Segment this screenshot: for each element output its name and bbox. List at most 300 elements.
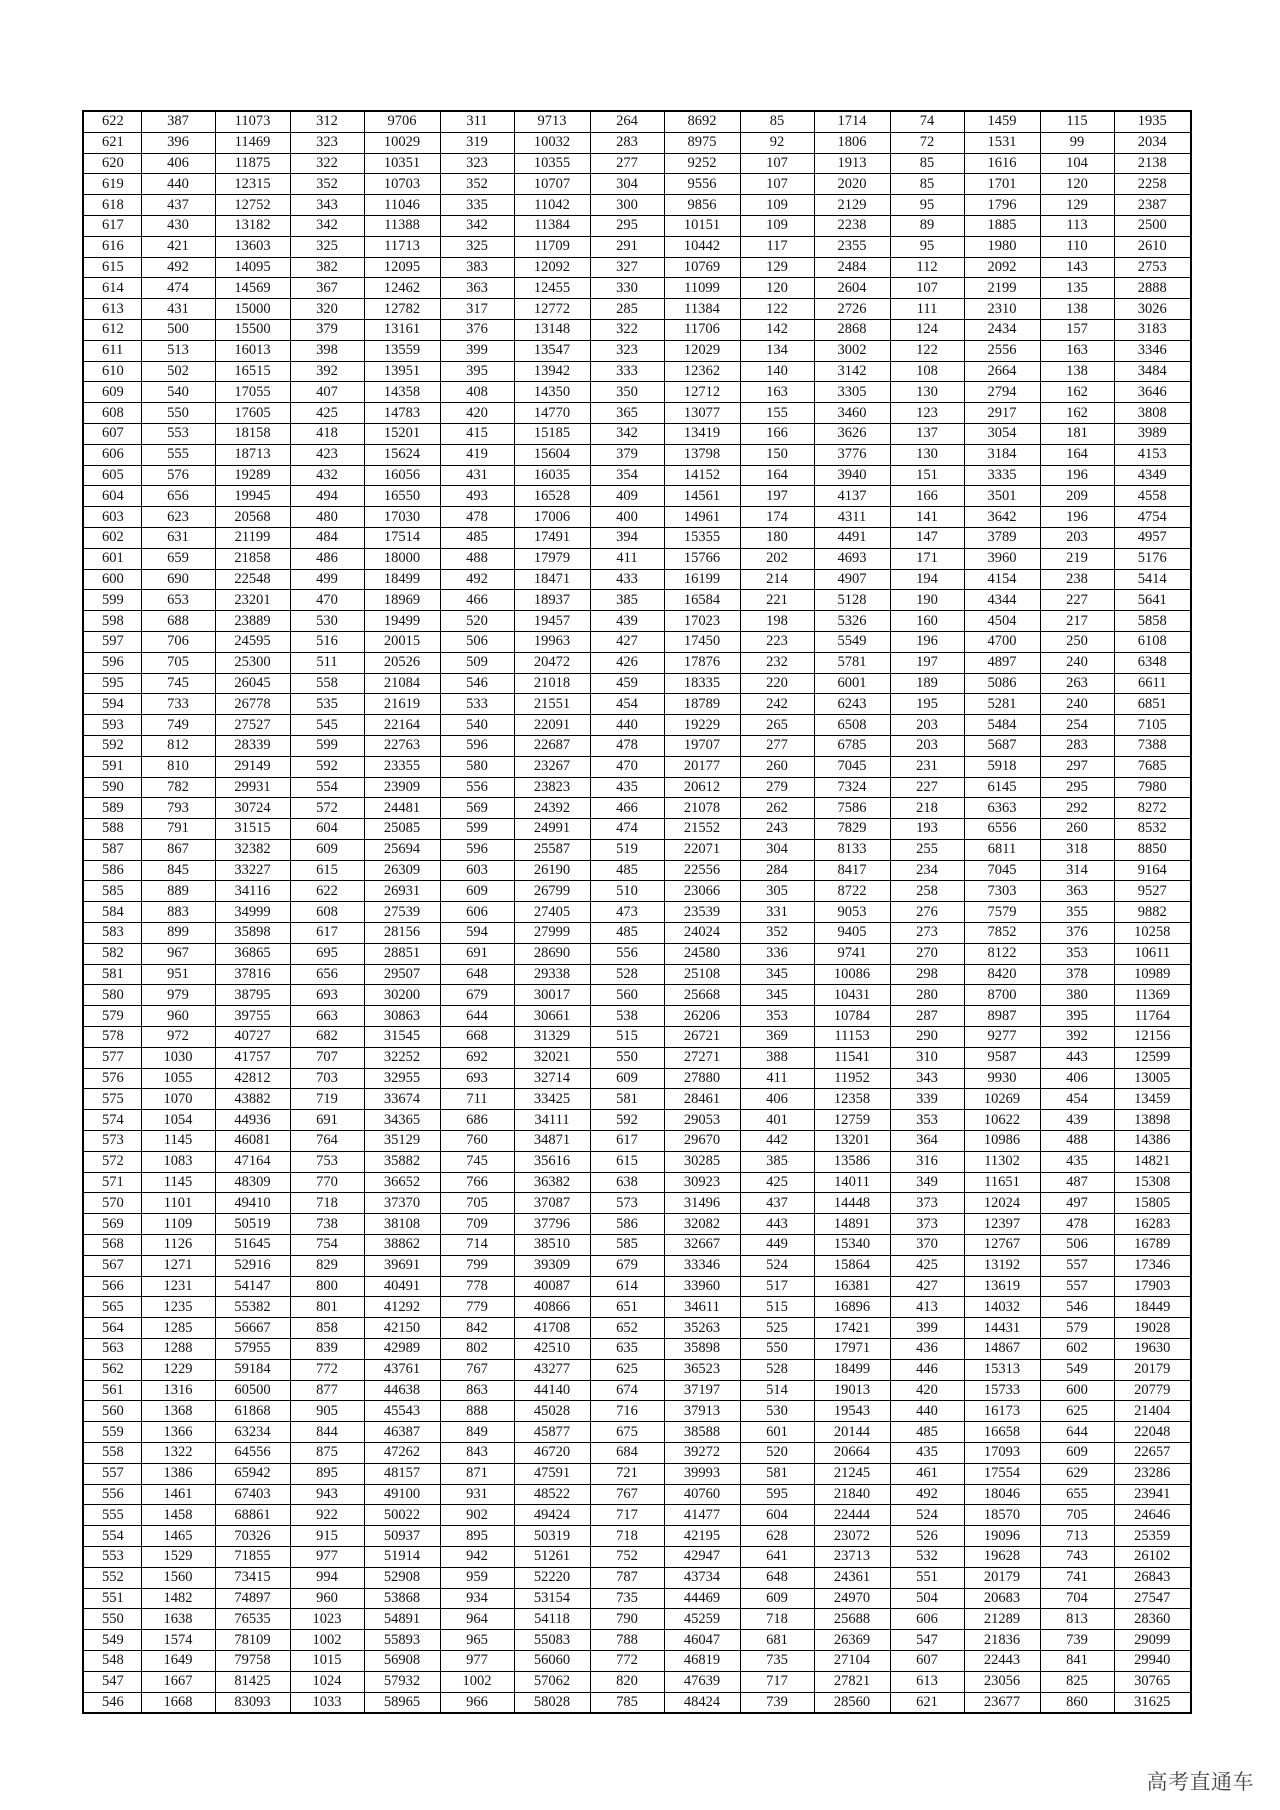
- table-cell: 12095: [364, 257, 440, 278]
- table-cell: 314: [1040, 860, 1114, 881]
- table-cell: 592: [590, 1110, 664, 1131]
- table-cell: 487: [1040, 1172, 1114, 1193]
- table-cell: 964: [440, 1609, 514, 1630]
- table-cell: 21245: [814, 1463, 890, 1484]
- table-cell: 197: [890, 652, 964, 673]
- table-cell: 5281: [964, 694, 1040, 715]
- table-cell: 25108: [664, 964, 740, 985]
- table-cell: 790: [590, 1609, 664, 1630]
- table-row: [83, 1567, 1191, 1588]
- table-cell: 15308: [1114, 1172, 1191, 1193]
- table-cell: 197: [740, 486, 814, 507]
- score-cell: 611: [83, 340, 141, 361]
- table-row: [83, 860, 1191, 881]
- table-cell: 820: [590, 1671, 664, 1692]
- table-cell: 68861: [215, 1505, 290, 1526]
- table-cell: 1935: [1114, 111, 1191, 132]
- table-cell: 16283: [1114, 1214, 1191, 1235]
- table-cell: 743: [1040, 1546, 1114, 1567]
- table-cell: 413: [890, 1297, 964, 1318]
- table-cell: 718: [290, 1193, 364, 1214]
- table-cell: 71855: [215, 1546, 290, 1567]
- table-cell: 26721: [664, 1027, 740, 1048]
- table-cell: 34365: [364, 1110, 440, 1131]
- table-cell: 280: [890, 985, 964, 1006]
- table-cell: 966: [440, 1692, 514, 1713]
- table-cell: 218: [890, 798, 964, 819]
- table-cell: 663: [290, 1006, 364, 1027]
- table-cell: 604: [740, 1505, 814, 1526]
- table-cell: 614: [590, 1276, 664, 1297]
- table-cell: 160: [890, 611, 964, 632]
- table-cell: 33346: [664, 1255, 740, 1276]
- table-cell: 16035: [514, 465, 590, 486]
- table-cell: 343: [890, 1068, 964, 1089]
- table-cell: 32955: [364, 1068, 440, 1089]
- table-cell: 24991: [514, 819, 590, 840]
- table-cell: 30285: [664, 1151, 740, 1172]
- table-cell: 30765: [1114, 1671, 1191, 1692]
- table-row: [83, 964, 1191, 985]
- table-cell: 322: [590, 319, 664, 340]
- table-cell: 311: [440, 111, 514, 132]
- table-cell: 53154: [514, 1588, 590, 1609]
- table-cell: 25688: [814, 1609, 890, 1630]
- table-cell: 376: [440, 319, 514, 340]
- table-cell: 4558: [1114, 486, 1191, 507]
- table-cell: 538: [590, 1006, 664, 1027]
- table-cell: 623: [141, 507, 215, 528]
- table-cell: 488: [1040, 1131, 1114, 1152]
- table-cell: 295: [1040, 777, 1114, 798]
- table-cell: 11388: [364, 215, 440, 236]
- table-cell: 435: [590, 777, 664, 798]
- table-cell: 349: [890, 1172, 964, 1193]
- table-cell: 718: [590, 1526, 664, 1547]
- table-cell: 16658: [964, 1422, 1040, 1443]
- table-cell: 25300: [215, 652, 290, 673]
- table-cell: 37370: [364, 1193, 440, 1214]
- table-cell: 656: [290, 964, 364, 985]
- table-cell: 551: [890, 1567, 964, 1588]
- table-cell: 242: [740, 694, 814, 715]
- table-cell: 19028: [1114, 1318, 1191, 1339]
- table-cell: 668: [440, 1027, 514, 1048]
- table-cell: 32021: [514, 1047, 590, 1068]
- table-cell: 540: [440, 715, 514, 736]
- table-cell: 628: [740, 1526, 814, 1547]
- table-cell: 772: [590, 1650, 664, 1671]
- table-cell: 22164: [364, 715, 440, 736]
- table-cell: 28461: [664, 1089, 740, 1110]
- table-cell: 57955: [215, 1339, 290, 1360]
- table-cell: 960: [290, 1588, 364, 1609]
- table-cell: 3642: [964, 507, 1040, 528]
- table-cell: 325: [290, 236, 364, 257]
- table-cell: 196: [1040, 507, 1114, 528]
- table-cell: 793: [141, 798, 215, 819]
- table-cell: 23066: [664, 881, 740, 902]
- table-cell: 35129: [364, 1131, 440, 1152]
- table-cell: 810: [141, 756, 215, 777]
- table-cell: 11384: [664, 299, 740, 320]
- table-cell: 706: [141, 631, 215, 652]
- table-cell: 28690: [514, 943, 590, 964]
- table-row: [83, 1588, 1191, 1609]
- table-cell: 1271: [141, 1255, 215, 1276]
- table-cell: 3460: [814, 403, 890, 424]
- table-cell: 17421: [814, 1318, 890, 1339]
- table-cell: 8987: [964, 1006, 1040, 1027]
- table-cell: 52908: [364, 1567, 440, 1588]
- table-cell: 604: [290, 819, 364, 840]
- table-cell: 22048: [1114, 1422, 1191, 1443]
- table-cell: 24481: [364, 798, 440, 819]
- table-cell: 41477: [664, 1505, 740, 1526]
- table-cell: 7579: [964, 902, 1040, 923]
- table-cell: 478: [440, 507, 514, 528]
- table-cell: 608: [290, 902, 364, 923]
- table-cell: 2484: [814, 257, 890, 278]
- table-cell: 2753: [1114, 257, 1191, 278]
- table-cell: 19013: [814, 1380, 890, 1401]
- table-cell: 3054: [964, 423, 1040, 444]
- table-cell: 33674: [364, 1089, 440, 1110]
- table-cell: 1024: [290, 1671, 364, 1692]
- table-cell: 24361: [814, 1567, 890, 1588]
- table-cell: 26369: [814, 1630, 890, 1651]
- table-cell: 461: [890, 1463, 964, 1484]
- table-row: [83, 1484, 1191, 1505]
- table-cell: 31329: [514, 1027, 590, 1048]
- table-cell: 11384: [514, 215, 590, 236]
- table-cell: 12759: [814, 1110, 890, 1131]
- table-row: [83, 1027, 1191, 1048]
- table-cell: 61868: [215, 1401, 290, 1422]
- table-cell: 142: [740, 319, 814, 340]
- table-row: [83, 1692, 1191, 1713]
- table-row: [83, 1047, 1191, 1068]
- table-cell: 163: [740, 382, 814, 403]
- table-cell: 511: [290, 652, 364, 673]
- table-row: [83, 756, 1191, 777]
- table-cell: 739: [740, 1692, 814, 1713]
- table-cell: 4957: [1114, 527, 1191, 548]
- table-cell: 486: [290, 548, 364, 569]
- table-cell: 721: [590, 1463, 664, 1484]
- table-row: [83, 985, 1191, 1006]
- table-cell: 4153: [1114, 444, 1191, 465]
- score-cell: 566: [83, 1276, 141, 1297]
- table-cell: 435: [1040, 1151, 1114, 1172]
- table-cell: 788: [590, 1630, 664, 1651]
- table-row: [83, 1609, 1191, 1630]
- table-cell: 44469: [664, 1588, 740, 1609]
- table-cell: 411: [740, 1068, 814, 1089]
- table-cell: 31496: [664, 1193, 740, 1214]
- table-cell: 613: [890, 1671, 964, 1692]
- table-cell: 305: [740, 881, 814, 902]
- table-cell: 8975: [664, 132, 740, 153]
- score-cell: 557: [83, 1463, 141, 1484]
- table-cell: 392: [290, 361, 364, 382]
- table-cell: 977: [440, 1650, 514, 1671]
- table-cell: 16173: [964, 1401, 1040, 1422]
- table-cell: 6811: [964, 839, 1040, 860]
- table-cell: 15500: [215, 319, 290, 340]
- score-cell: 605: [83, 465, 141, 486]
- table-cell: 23889: [215, 611, 290, 632]
- table-cell: 263: [1040, 673, 1114, 694]
- table-cell: 530: [290, 611, 364, 632]
- table-cell: 19628: [964, 1546, 1040, 1567]
- table-cell: 300: [590, 195, 664, 216]
- table-cell: 220: [740, 673, 814, 694]
- table-cell: 38862: [364, 1235, 440, 1256]
- table-cell: 753: [290, 1151, 364, 1172]
- table-cell: 679: [440, 985, 514, 1006]
- table-cell: 30923: [664, 1172, 740, 1193]
- table-cell: 655: [1040, 1484, 1114, 1505]
- table-cell: 20683: [964, 1588, 1040, 1609]
- table-cell: 1531: [964, 132, 1040, 153]
- table-cell: 14386: [1114, 1131, 1191, 1152]
- table-cell: 399: [890, 1318, 964, 1339]
- table-cell: 27880: [664, 1068, 740, 1089]
- score-cell: 612: [83, 319, 141, 340]
- table-cell: 85: [740, 111, 814, 132]
- table-cell: 312: [290, 111, 364, 132]
- table-cell: 10431: [814, 985, 890, 1006]
- table-cell: 9713: [514, 111, 590, 132]
- table-cell: 3646: [1114, 382, 1191, 403]
- table-cell: 2726: [814, 299, 890, 320]
- table-cell: 1885: [964, 215, 1040, 236]
- table-cell: 1054: [141, 1110, 215, 1131]
- table-cell: 895: [290, 1463, 364, 1484]
- table-cell: 38588: [664, 1422, 740, 1443]
- table-cell: 905: [290, 1401, 364, 1422]
- score-cell: 569: [83, 1214, 141, 1235]
- table-cell: 9930: [964, 1068, 1040, 1089]
- table-cell: 292: [1040, 798, 1114, 819]
- table-cell: 550: [740, 1339, 814, 1360]
- table-cell: 609: [440, 881, 514, 902]
- table-cell: 49424: [514, 1505, 590, 1526]
- table-cell: 524: [740, 1255, 814, 1276]
- score-cell: 563: [83, 1339, 141, 1360]
- table-cell: 8272: [1114, 798, 1191, 819]
- table-cell: 37816: [215, 964, 290, 985]
- table-cell: 717: [590, 1505, 664, 1526]
- table-cell: 400: [590, 507, 664, 528]
- table-cell: 3501: [964, 486, 1040, 507]
- table-cell: 480: [290, 507, 364, 528]
- table-cell: 596: [440, 839, 514, 860]
- score-cell: 549: [83, 1630, 141, 1651]
- table-cell: 336: [740, 943, 814, 964]
- table-cell: 89: [890, 215, 964, 236]
- score-cell: 559: [83, 1422, 141, 1443]
- score-cell: 584: [83, 902, 141, 923]
- table-cell: 1070: [141, 1089, 215, 1110]
- table-cell: 55083: [514, 1630, 590, 1651]
- table-cell: 547: [890, 1630, 964, 1651]
- table-cell: 915: [290, 1526, 364, 1547]
- table-cell: 26843: [1114, 1567, 1191, 1588]
- table-cell: 34871: [514, 1131, 590, 1152]
- table-cell: 1458: [141, 1505, 215, 1526]
- table-cell: 513: [141, 340, 215, 361]
- table-cell: 283: [590, 132, 664, 153]
- table-cell: 760: [440, 1131, 514, 1152]
- table-cell: 12782: [364, 299, 440, 320]
- table-cell: 26206: [664, 1006, 740, 1027]
- score-cell: 607: [83, 423, 141, 444]
- table-cell: 40727: [215, 1027, 290, 1048]
- score-cell: 548: [83, 1650, 141, 1671]
- table-cell: 319: [440, 132, 514, 153]
- table-cell: 39993: [664, 1463, 740, 1484]
- table-cell: 16199: [664, 569, 740, 590]
- table-cell: 14891: [814, 1214, 890, 1235]
- table-cell: 104: [1040, 153, 1114, 174]
- table-cell: 395: [1040, 1006, 1114, 1027]
- table-cell: 181: [1040, 423, 1114, 444]
- table-cell: 506: [1040, 1235, 1114, 1256]
- table-cell: 380: [1040, 985, 1114, 1006]
- watermark-text: 高考直通车: [1146, 1770, 1254, 1794]
- table-cell: 352: [290, 174, 364, 195]
- table-cell: 316: [890, 1151, 964, 1172]
- score-cell: 554: [83, 1526, 141, 1547]
- table-row: [83, 507, 1191, 528]
- table-cell: 70326: [215, 1526, 290, 1547]
- table-cell: 46819: [664, 1650, 740, 1671]
- table-cell: 25085: [364, 819, 440, 840]
- table-cell: 130: [890, 382, 964, 403]
- table-cell: 370: [890, 1235, 964, 1256]
- table-cell: 17514: [364, 527, 440, 548]
- table-cell: 867: [141, 839, 215, 860]
- table-cell: 431: [141, 299, 215, 320]
- table-row: [83, 652, 1191, 673]
- table-cell: 32252: [364, 1047, 440, 1068]
- table-cell: 3346: [1114, 340, 1191, 361]
- table-cell: 24595: [215, 631, 290, 652]
- table-cell: 492: [141, 257, 215, 278]
- table-cell: 733: [141, 694, 215, 715]
- table-cell: 363: [1040, 881, 1114, 902]
- table-cell: 439: [590, 611, 664, 632]
- table-cell: 592: [290, 756, 364, 777]
- table-row: [83, 1214, 1191, 1235]
- table-cell: 499: [290, 569, 364, 590]
- table-cell: 442: [740, 1131, 814, 1152]
- table-cell: 209: [1040, 486, 1114, 507]
- table-cell: 310: [890, 1047, 964, 1068]
- score-cell: 594: [83, 694, 141, 715]
- table-cell: 38510: [514, 1235, 590, 1256]
- table-cell: 31625: [1114, 1692, 1191, 1713]
- table-cell: 18000: [364, 548, 440, 569]
- table-cell: 719: [290, 1089, 364, 1110]
- table-cell: 644: [1040, 1422, 1114, 1443]
- table-cell: 387: [141, 111, 215, 132]
- table-cell: 13459: [1114, 1089, 1191, 1110]
- table-cell: 5326: [814, 611, 890, 632]
- table-cell: 29149: [215, 756, 290, 777]
- table-cell: 137: [890, 423, 964, 444]
- table-cell: 285: [590, 299, 664, 320]
- table-body: [83, 111, 1191, 1713]
- table-cell: 576: [141, 465, 215, 486]
- table-cell: 8417: [814, 860, 890, 881]
- table-row: [83, 423, 1191, 444]
- table-cell: 47164: [215, 1151, 290, 1172]
- table-cell: 7303: [964, 881, 1040, 902]
- table-cell: 427: [590, 631, 664, 652]
- table-cell: 549: [1040, 1359, 1114, 1380]
- table-cell: 143: [1040, 257, 1114, 278]
- table-cell: 21078: [664, 798, 740, 819]
- table-cell: 5781: [814, 652, 890, 673]
- table-cell: 345: [740, 964, 814, 985]
- table-cell: 49410: [215, 1193, 290, 1214]
- table-cell: 277: [590, 153, 664, 174]
- table-cell: 29931: [215, 777, 290, 798]
- table-cell: 1386: [141, 1463, 215, 1484]
- table-cell: 581: [740, 1463, 814, 1484]
- table-cell: 352: [440, 174, 514, 195]
- table-cell: 20612: [664, 777, 740, 798]
- table-cell: 65942: [215, 1463, 290, 1484]
- table-cell: 164: [740, 465, 814, 486]
- table-cell: 10086: [814, 964, 890, 985]
- table-row: [83, 631, 1191, 652]
- table-cell: 388: [740, 1047, 814, 1068]
- score-cell: 616: [83, 236, 141, 257]
- table-cell: 617: [590, 1131, 664, 1152]
- table-row: [83, 278, 1191, 299]
- score-cell: 581: [83, 964, 141, 985]
- table-row: [83, 735, 1191, 756]
- score-cell: 551: [83, 1588, 141, 1609]
- table-cell: 2092: [964, 257, 1040, 278]
- table-cell: 138: [1040, 361, 1114, 382]
- table-cell: 23072: [814, 1526, 890, 1547]
- table-row: [83, 1422, 1191, 1443]
- table-cell: 32714: [514, 1068, 590, 1089]
- table-cell: 32082: [664, 1214, 740, 1235]
- table-cell: 27999: [514, 923, 590, 944]
- table-cell: 110: [1040, 236, 1114, 257]
- table-cell: 48309: [215, 1172, 290, 1193]
- table-cell: 33227: [215, 860, 290, 881]
- table-cell: 345: [740, 985, 814, 1006]
- table-cell: 52916: [215, 1255, 290, 1276]
- table-cell: 284: [740, 860, 814, 881]
- table-cell: 51914: [364, 1546, 440, 1567]
- table-cell: 648: [440, 964, 514, 985]
- table-row: [83, 694, 1191, 715]
- table-cell: 688: [141, 611, 215, 632]
- table-cell: 9882: [1114, 902, 1191, 923]
- table-cell: 122: [740, 299, 814, 320]
- table-row: [83, 111, 1191, 132]
- table-cell: 20015: [364, 631, 440, 652]
- table-row: [83, 1630, 1191, 1651]
